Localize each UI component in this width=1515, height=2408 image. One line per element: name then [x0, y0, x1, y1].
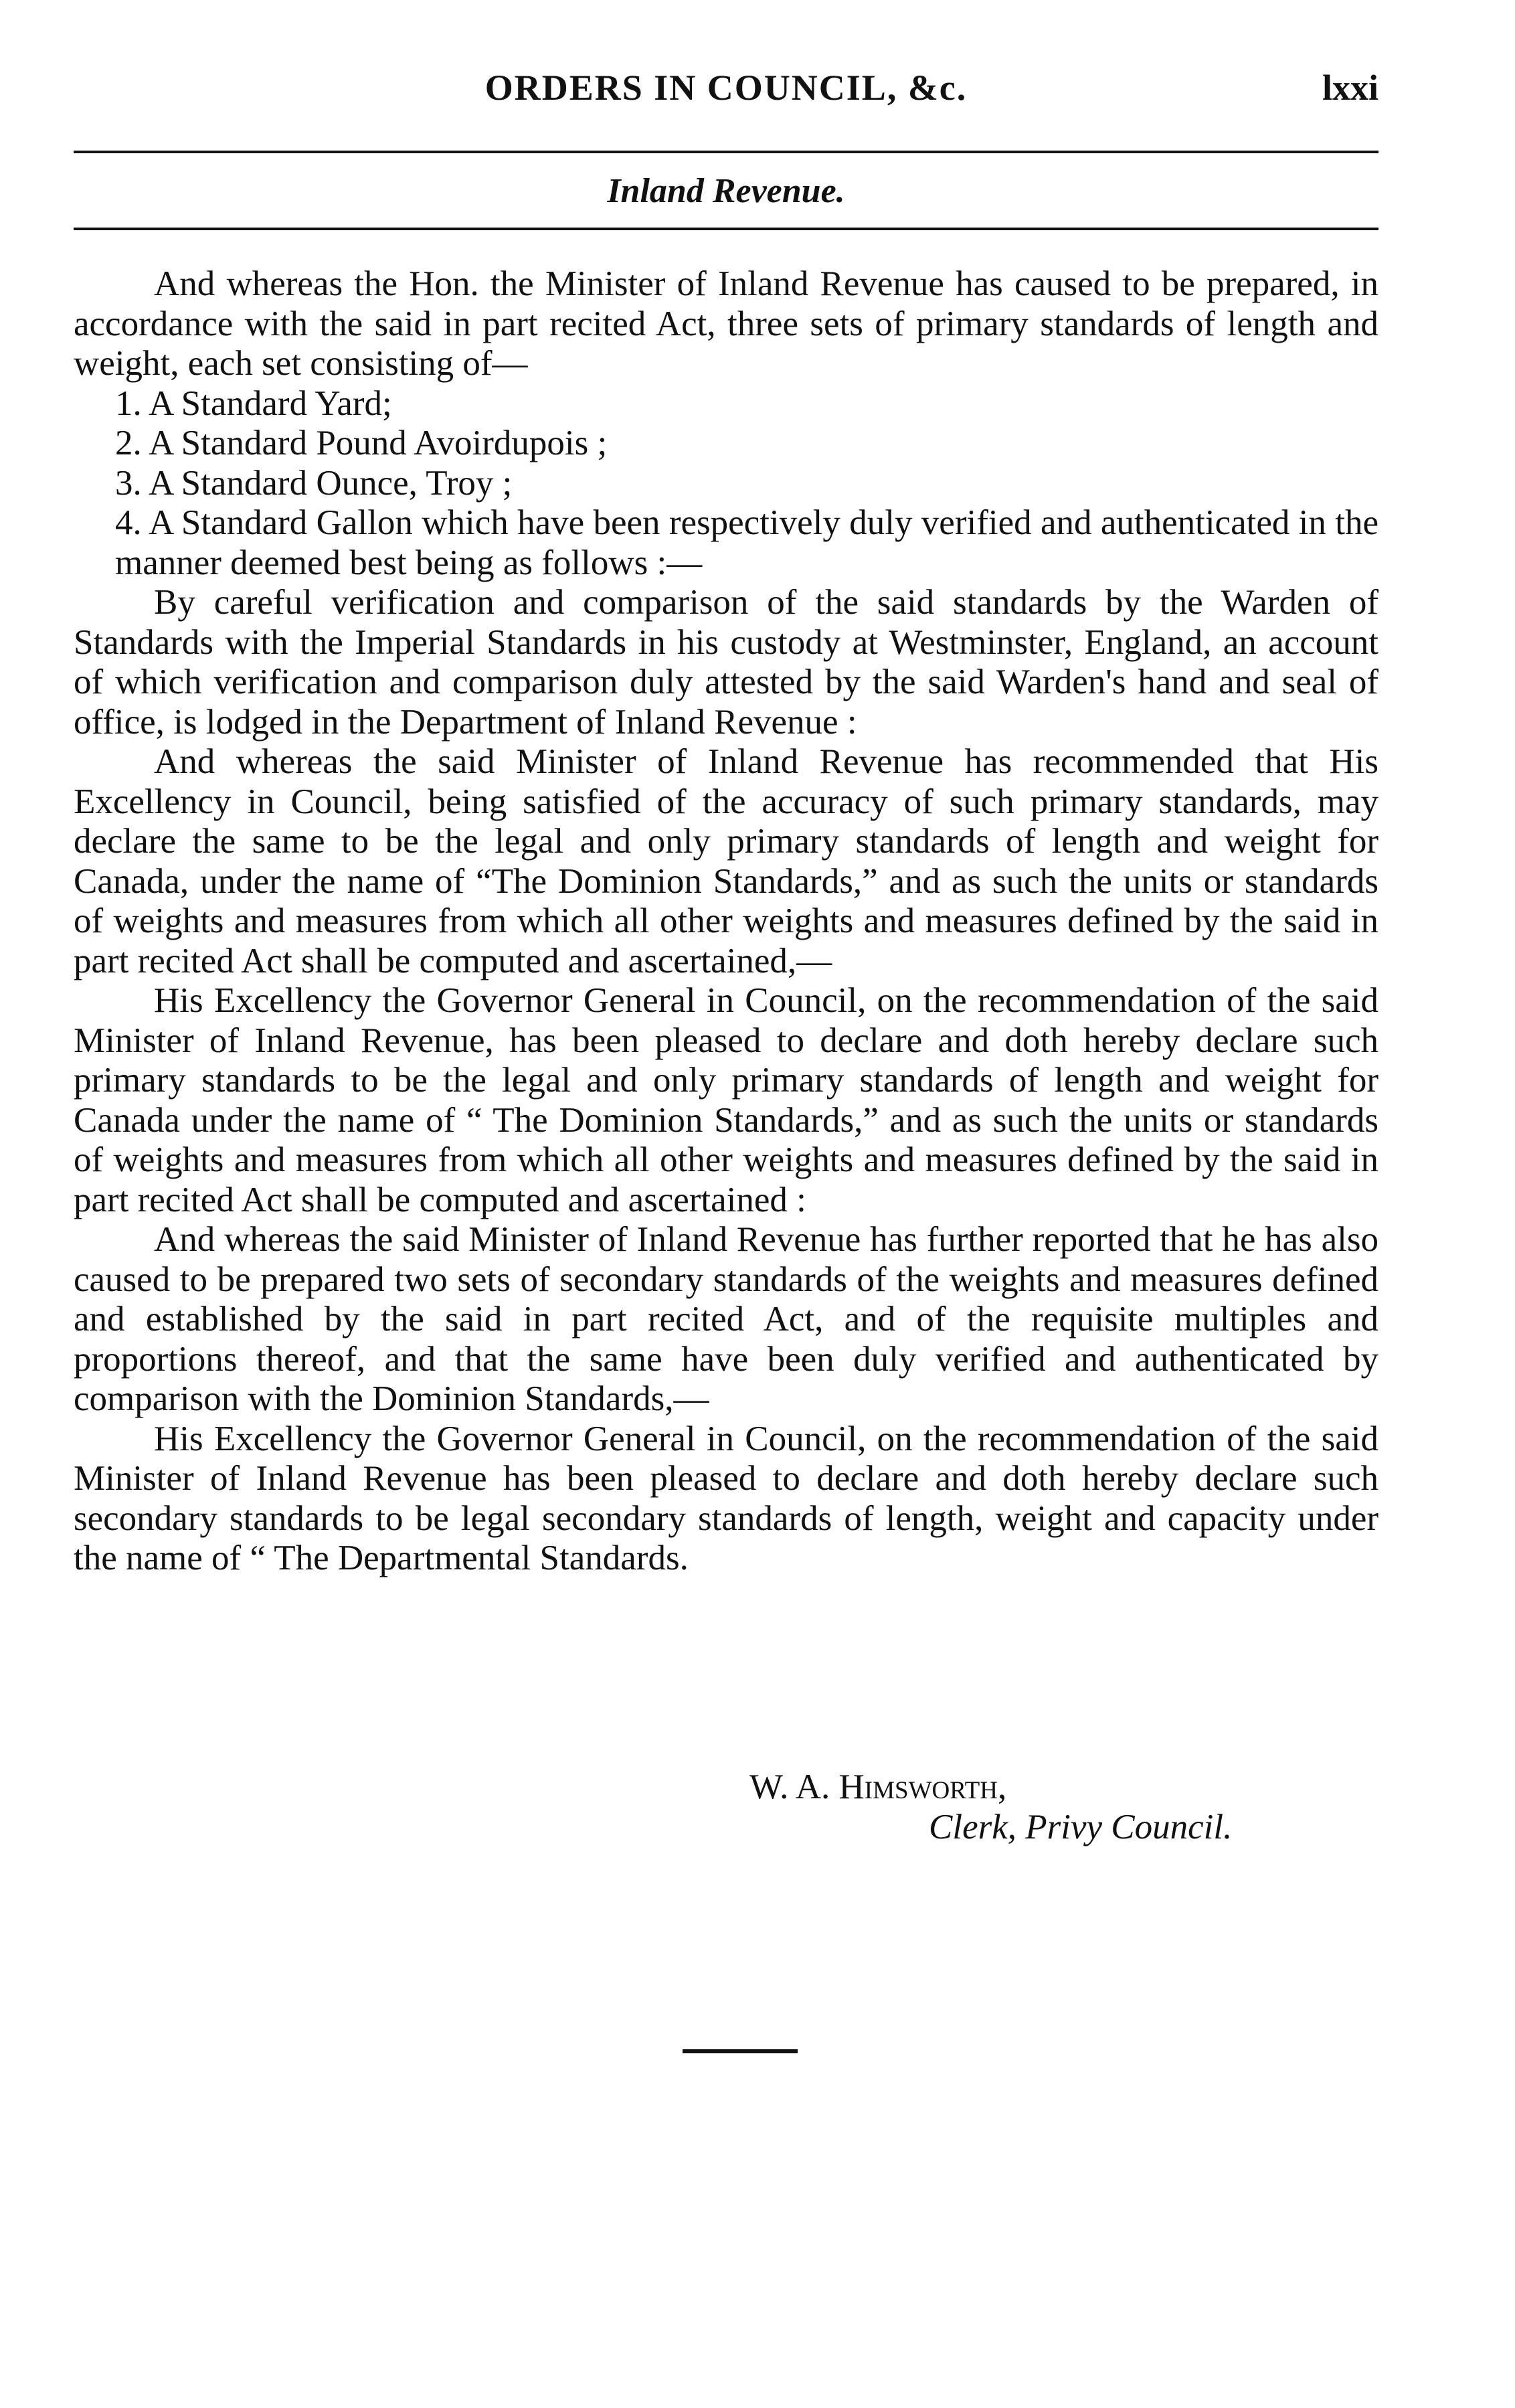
paragraph: By careful verification and comparison of the said standards by the Warden of Standards with the Imperial Standards in his custody at Westminster, England, an account of which verification and comparison duly attested by the said Warden's hand and seal of office, is lodged in the Department of Inland Revenue :: [74, 583, 1378, 742]
section-title: Inland Revenue.: [607, 172, 845, 210]
section-rule: [74, 228, 1378, 230]
list-item: 2. A Standard Pound Avoirdupois ;: [115, 424, 608, 462]
paragraph: And whereas the said Minister of Inland Revenue has recommended that His Excellency in Council, being satisfied of the accuracy of such primary standards, may declare the same to be the legal and only primary standards of length and weight for Canada, under the name of “The Dominion Standards,” and as such the units or standards of weights and measures from which all other weights and measures defined by the said in part recited Act shall be computed and ascertained,—: [74, 742, 1378, 980]
signatory-name: W. A. Himsworth,: [749, 1768, 1007, 1806]
signature-block: [749, 1767, 1378, 1847]
paragraph: And whereas the Hon. the Minister of Inland Revenue has caused to be prepared, in accordance with the said in part recited Act, three sets of primary standards of length and weight, each set consisting of—: [74, 264, 1378, 383]
list-item: 4. A Standard Gallon which have been respectively duly verified and authenticated in the manner deemed best being as follows :—: [115, 503, 1378, 582]
page-number: lxxi: [1322, 68, 1378, 108]
header-rule: [74, 151, 1378, 153]
paragraph: And whereas the said Minister of Inland Revenue has further reported that he has also caused to be prepared two sets of secondary standards of the weights and measures defined and established by the said in part recited Act, and of the requisite multiples and proportions thereof, and that the same have been duly verified and authenticated by comparison with the Dominion Standards,—: [74, 1220, 1378, 1418]
list-item: 1. A Standard Yard;: [115, 383, 392, 423]
end-rule: [683, 2049, 798, 2053]
signatory-title: Clerk, Privy Council.: [929, 1808, 1233, 1846]
paragraph: His Excellency the Governor General in Council, on the recommendation of the said Minister of Inland Revenue, has been pleased to declare and doth hereby declare such primary standards to be the legal and only primary standards of length and weight for Canada under the name of “ The Dominion Standards,” and as such the units or standards of weights and measures from which all other weights and measures defined by the said in part recited Act shall be computed and ascertained :: [74, 981, 1378, 1219]
running-title: ORDERS IN COUNCIL, &c.: [484, 68, 968, 108]
paragraph: His Excellency the Governor General in Council, on the recommendation of the said Minister of Inland Revenue has been pleased to declare and doth hereby declare such secondary standards to be legal secondary standards of length, weight and capacity under the name of “ The Departmental Standards.: [74, 1419, 1378, 1577]
list-item: 3. A Standard Ounce, Troy ;: [115, 463, 513, 503]
body-text: [74, 264, 1378, 1579]
page-header: [74, 67, 1378, 120]
